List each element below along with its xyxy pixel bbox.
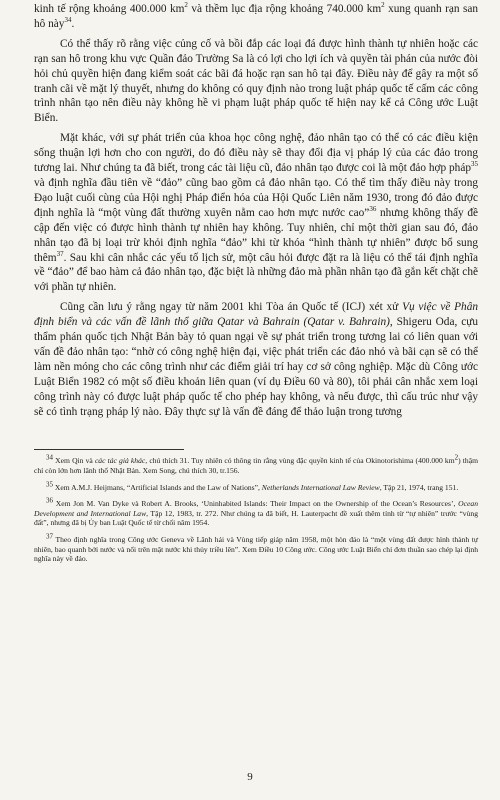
- superscript-ref: 36: [46, 496, 53, 505]
- paragraph: [34, 131, 478, 295]
- text-run: , chú thích 31. Tuy nhiên có thông tin rằng vùng đặc quyền kinh tế của Okinotorishima (400.000 km: [145, 456, 455, 466]
- superscript-ref: 36: [369, 205, 377, 214]
- text-run: Có thể thấy rõ rằng việc củng cố và bồi đắp các loại đá được hình thành tự nhiên hoặc các rạn san hô trong khu vực Quần đảo Trường Sa là có lợi cho lợi ích và quyền tài phán của nước đòi hỏi chủ quyền hiện đang kiểm soát các bãi đá hoặc rạn san hô tại đây. Điều này để gây ra một số tranh cãi về mặt lý thuyết, nhưng do không có quy định nào trong luật pháp quốc tế cấm các công trình nhân tạo nên điều này không hề vi phạm luật pháp quốc tế hiện nay kể cả Công ước Luật Biển.: [34, 37, 478, 125]
- body-text: [34, 2, 478, 419]
- text-run: , Tập 21, 1974, trang 151.: [379, 482, 459, 492]
- superscript-ref: 34: [64, 16, 72, 25]
- footnote-34: [34, 453, 478, 476]
- superscript-ref: 35: [46, 480, 53, 489]
- italic-text: các tác giả khác: [94, 456, 146, 466]
- text-run: Xem Qin và: [53, 456, 95, 466]
- text-run: Mặt khác, với sự phát triển của khoa học công nghệ, đảo nhân tạo có thể có các điều kiện sống thuận lợi hơn cho con người, do đó điều này sẽ thay đổi địa vị pháp lý của các đảo trong tương lai. Như chúng ta đã biết, trong các tài liệu cũ, đảo nhân tạo được coi là một đảo hợp pháp: [34, 132, 478, 175]
- text-run: Xem Jon M. Van Dyke và Robert A. Brooks, ‘Uninhabited Islands: Their Impact on the Ownership of the Ocean’s Resources’,: [53, 499, 459, 509]
- footnote-35: [34, 480, 478, 493]
- superscript-ref: 2: [381, 1, 385, 10]
- superscript-ref: 37: [46, 532, 53, 541]
- text-run: , Tập 12, 1983, tr. 272. Như chúng ta đã biết, H. Lauterpacht đề xuất thêm tính từ “tự nhiên” trước “vùng đất”, nhưng đã bị Ủy ban Luật Quốc tế từ chối năm 1954.: [34, 508, 478, 528]
- footnote-37: [34, 532, 478, 564]
- italic-text: Ocean Development and International Law: [34, 499, 478, 518]
- text-run: và thềm lục địa rộng khoảng 740.000 km: [187, 3, 382, 15]
- text-run: kinh tế rộng khoảng 400.000 km: [34, 3, 185, 15]
- text-run: Cũng cần lưu ý rằng ngay từ năm 2001 khi Tòa án Quốc tế (ICJ) xét xử: [60, 301, 403, 314]
- text-run: .: [71, 17, 75, 30]
- superscript-ref: 34: [46, 453, 53, 462]
- text-run: Theo định nghĩa trong Công ước Geneva về Lãnh hải và Vùng tiếp giáp năm 1958, một hòn đảo là “một vùng đất được hình thành tự nhiên, bao quanh bởi nước và nổi trên mặt nước khi thủy triều lên”. Xem Điều 10 Công ước. Công ước Luật Biển chỉ đơn thuần sao chép lại định nghĩa này về đảo.: [34, 535, 478, 564]
- text-run: và định nghĩa đầu tiên về “đảo” cũng bao gồm cả đảo nhân tạo. Có thể tìm thấy điều này trong Đạo luật cuối cùng của Hội nghị Pháp điển hóa của Hội Quốc Liên năm 1930, trong đó đảo được định nghĩa là “một vùng đất thường xuyên nằm cao hơn mực nước cao”: [34, 176, 478, 219]
- footnote-36: [34, 496, 478, 528]
- italic-text: Vụ việc về Phân định biển và các vấn đề lãnh thổ giữa Qatar và Bahrain (Qatar v. Bahrain): [34, 301, 479, 329]
- italic-text: Netherlands International Law Review: [261, 482, 380, 492]
- text-run: Xem A.M.J. Heijmans, “Artificial Islands and the Law of Nations”,: [53, 482, 262, 492]
- footnotes: [34, 453, 478, 564]
- footnote-separator: [34, 449, 184, 450]
- paragraph: [34, 37, 478, 126]
- text-run: xung quanh rạn san hô này: [34, 3, 478, 30]
- paragraph: [34, 300, 478, 419]
- superscript-ref: 2: [184, 1, 188, 10]
- text-run: , Shigeru Oda, cựu thẩm phán quốc tịch Nhật Bản bày tỏ quan ngại về sự phát triển trong tương lai có liên quan với vấn đề đảo nhân tạo: “nhờ có công nghệ hiện đại, việc phát triển các đảo nhỏ và bãi cạn sẽ có thể làm nền móng cho các công trình như các điểm giải trí hay cơ sở công nghiệp. Mặc dù Công ước Luật Biển 1982 có một số điều khoản liên quan (ví dụ Điều 60 và 80), tôi phải cân nhắc xem loại công trình này có được luật pháp quốc tế cho phép hay không, và nếu được, thì cấu trúc như vậy sẽ có tình trạng pháp lý nào. Đây thực sự là vấn đề đáng để thảo luận trong tương: [34, 316, 478, 418]
- text-run: ) thậm chí còn lớn hơn lãnh thổ Nhật Bản. Xem Song, chú thích 30, tr.156.: [34, 456, 478, 476]
- text-run: . Sau khi cân nhắc các yếu tố lịch sử, một câu hỏi được đặt ra là liệu có thể tái định nghĩa về “đảo” để bao hàm cả đảo nhân tạo, đặc biệt là những đảo mà phần nhân tạo đã gắn kết chặt chẽ với phần tự nhiên.: [34, 251, 478, 294]
- superscript-ref: 2: [454, 453, 459, 462]
- superscript-ref: 37: [56, 249, 64, 258]
- text-run: nhưng không thấy đề cập đến việc có được hình thành tự nhiên hay không. Tuy nhiên, chỉ một thời gian sau đó, đảo nhân tạo đã bị loại trừ khỏi định nghĩa “đảo” khi từ khóa “hình thành tự nhiên” được bổ sung thêm: [34, 206, 478, 264]
- page-number: 9: [247, 771, 253, 783]
- superscript-ref: 35: [471, 160, 478, 169]
- paragraph: [34, 2, 478, 32]
